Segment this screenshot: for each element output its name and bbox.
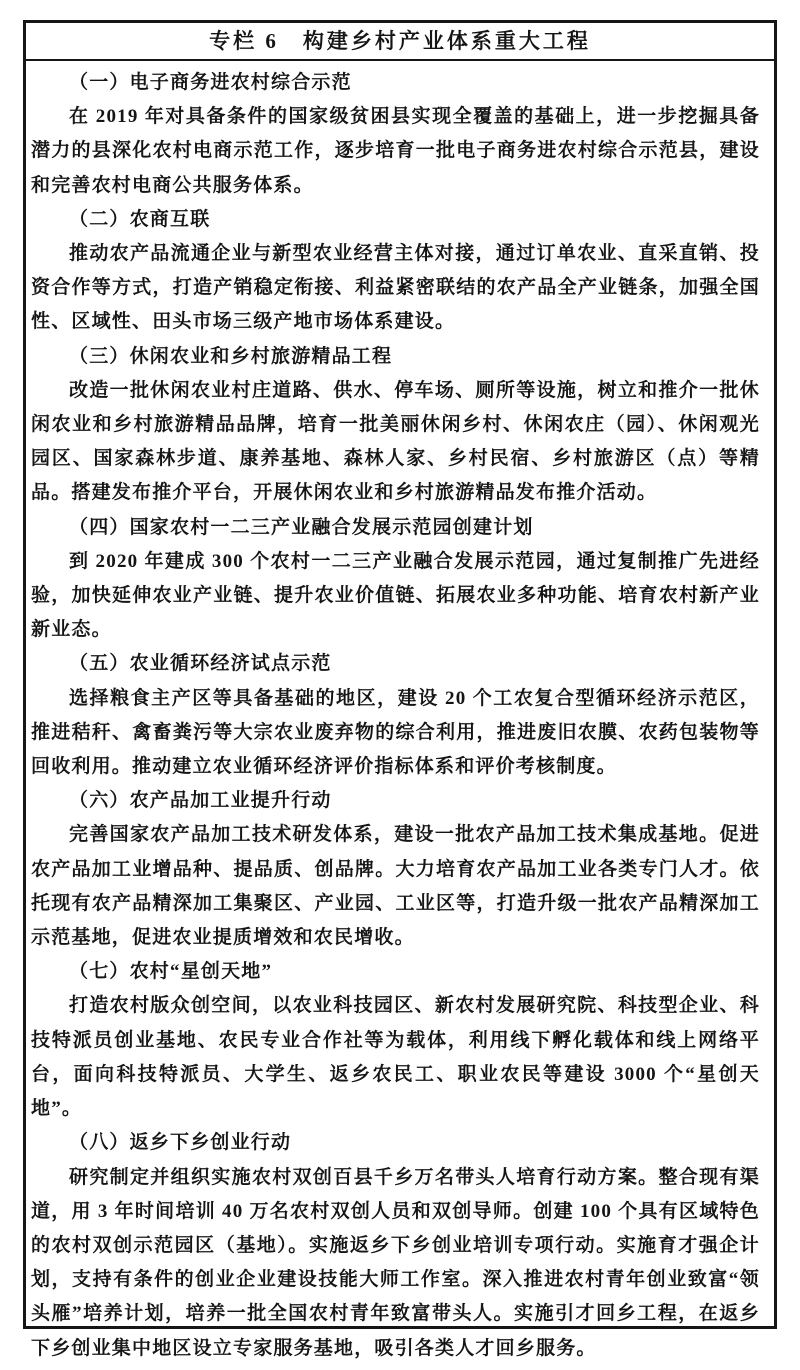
section: [31, 784, 760, 955]
section-body: 改造一批休闲农业村庄道路、供水、停车场、厕所等设施，树立和推介一批休闲农业和乡村旅游精品品牌，培育一批美丽休闲乡村、休闲农庄（园）、休闲观光园区、国家森林步道、康养基地、森林人家、乡村民宿、乡村旅游区（点）等精品。搭建发布推介平台，开展休闲农业和乡村旅游精品发布推介活动。: [31, 379, 760, 504]
section-heading: （四）国家农村一二三产业融合发展示范园创建计划: [69, 516, 534, 538]
section: [31, 203, 760, 340]
section-body: 选择粮食主产区等具备基础的地区，建设 20 个工农复合型循环经济示范区，推进秸秆、禽畜粪污等大宗农业废弃物的综合利用，推进废旧农膜、农药包装物等回收利用。推动建立农业循环经济评价指标体系和评价考核制度。: [31, 687, 760, 778]
section: [31, 955, 760, 1126]
section-heading: （五）农业循环经济试点示范: [69, 653, 332, 675]
section-heading: （七）农村“星创天地”: [69, 961, 273, 983]
section: [31, 647, 760, 784]
section: [31, 340, 760, 511]
panel-body: [26, 61, 774, 1370]
section-heading: （六）农产品加工业提升行动: [69, 790, 332, 812]
section-heading: （二）农商互联: [69, 208, 211, 230]
section-body: 打造农村版众创空间，以农业科技园区、新农村发展研究院、科技型企业、科技特派员创业基地、农民专业合作社等为载体，利用线下孵化载体和线上网络平台，面向科技特派员、大学生、返乡农民工、职业农民等建设 3000 个“星创天地”。: [31, 995, 760, 1120]
section-body: 在 2019 年对具备条件的国家级贫困县实现全覆盖的基础上，进一步挖掘具备潜力的县深化农村电商示范工作，逐步培育一批电子商务进农村综合示范县，建设和完善农村电商公共服务体系。: [31, 106, 760, 196]
section: [31, 1126, 760, 1365]
section-body: 完善国家农产品加工技术研发体系，建设一批农产品加工技术集成基地。促进农产品加工业增品种、提品质、创品牌。大力培育农产品加工业各类专门人才。依托现有农产品精深加工集聚区、产业园、工业区等，打造升级一批农产品精深加工示范基地，促进农业提质增效和农民增收。: [31, 824, 760, 949]
panel-title: 专栏 6 构建乡村产业体系重大工程: [26, 23, 774, 61]
column-panel: [23, 20, 777, 1359]
section-body: 推动农产品流通企业与新型农业经营主体对接，通过订单农业、直采直销、投资合作等方式，打造产销稳定衔接、利益紧密联结的农产品全产业链条，加强全国性、区域性、田头市场三级产地市场体系建设。: [31, 243, 760, 333]
section-body: 研究制定并组织实施农村双创百县千乡万名带头人培育行动方案。整合现有渠道，用 3 年时间培训 40 万名农村双创人员和双创导师。创建 100 个具有区域特色的农村双创示范园区（基地）。实施返乡下乡创业培训专项行动。实施育才强企计划，支持有条件的创业企业建设技能大师工作室。深入推进农村青年创业致富“领头雁”培养计划，培养一批全国农村青年致富带头人。实施引才回乡工程，在返乡下乡创业集中地区设立专家服务基地，吸引各类人才回乡服务。: [31, 1166, 760, 1359]
section-body: 到 2020 年建成 300 个农村一二三产业融合发展示范园，通过复制推广先进经验，加快延伸农业产业链、提升农业价值链、拓展农业多种功能、培育农村新产业新业态。: [31, 550, 760, 641]
section-heading: （一）电子商务进农村综合示范: [69, 72, 352, 93]
section: [31, 66, 760, 203]
section-heading: （三）休闲农业和乡村旅游精品工程: [69, 345, 393, 367]
section-heading: （八）返乡下乡创业行动: [69, 1132, 292, 1154]
section: [31, 511, 760, 648]
